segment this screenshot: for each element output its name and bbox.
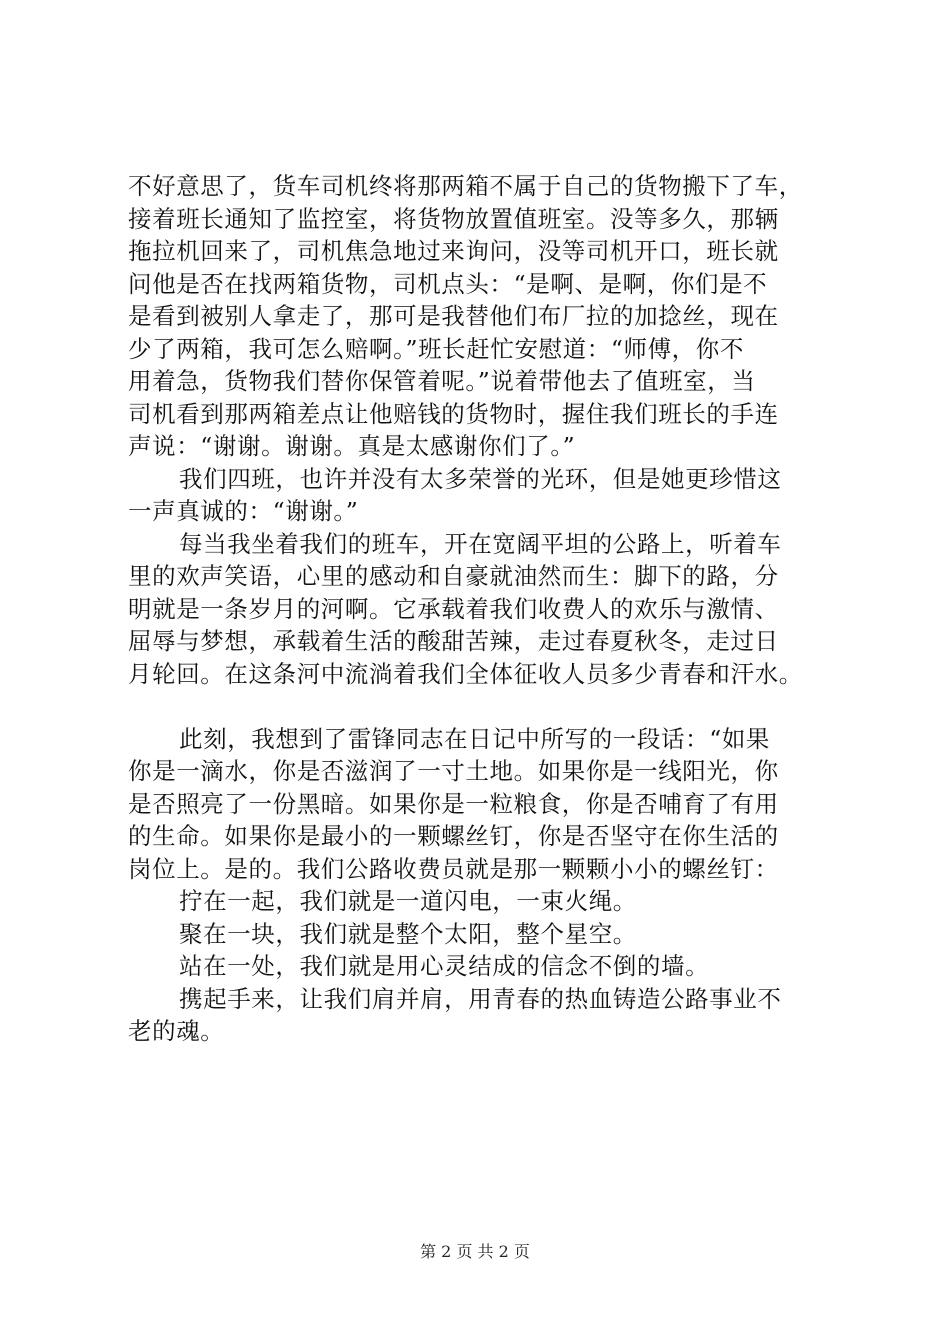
text-line: 你是一滴水，你是否滋润了一寸土地。如果你是一线阳光，你 — [128, 757, 779, 785]
text-line: 里的欢声笑语，心里的感动和自豪就油然而生：脚下的路，分 — [128, 562, 779, 590]
text-line: 用着急，货物我们替你保管着呢。”说着带他去了值班室，当 — [128, 367, 756, 395]
paragraph-start-line: 拧在一起，我们就是一道闪电，一束火绳。 — [179, 887, 637, 915]
text-line: 月轮回。在这条河中流淌着我们全体征收人员多少青春和汗水。 — [128, 659, 803, 688]
text-line: 老的魂。 — [128, 1017, 225, 1045]
body-text — [128, 170, 840, 1048]
text-line: 一声真诚的：“谢谢。” — [128, 497, 359, 525]
text-line: 岗位上。是的。我们公路收费员就是那一颗颗小小的螺丝钉： — [128, 854, 779, 883]
text-line: 问他是否在找两箱货物，司机点头：“是啊、是啊，你们是不 — [128, 269, 768, 298]
text-line: 是看到被别人拿走了，那可是我替他们布厂拉的加捻丝，现在 — [128, 302, 779, 330]
text-line: 接着班长通知了监控室，将货物放置值班室。没等多久，那辆 — [128, 204, 779, 233]
paragraph-start-line: 聚在一块，我们就是整个太阳，整个星空。 — [179, 919, 637, 948]
paragraph-start-line: 站在一处，我们就是用心灵结成的信念不倒的墙。 — [179, 952, 710, 980]
text-line: 的生命。如果你是最小的一颗螺丝钉，你是否坚守在你生活的 — [128, 822, 779, 850]
text-line: 拖拉机回来了，司机焦急地过来询问，没等司机开口，班长就 — [128, 237, 779, 265]
text-line: 声说：“谢谢。谢谢。真是太感谢你们了。” — [128, 432, 576, 460]
paragraph-gap — [128, 690, 840, 723]
paragraph-start-line: 我们四班，也许并没有太多荣誉的光环，但是她更珍惜这 — [179, 464, 782, 493]
page-footer: 第 2 页 共 2 页 — [420, 1242, 530, 1261]
text-line: 不好意思了，货车司机终将那两箱不属于自己的货物搬下了车， — [128, 172, 803, 200]
text-line: 司机看到那两箱差点让他赔钱的货物时，握住我们班长的手连 — [128, 399, 779, 428]
paragraph-start-line: 每当我坐着我们的班车，开在宽阔平坦的公路上，听着车 — [179, 529, 782, 558]
paragraph-start-line: 携起手来，让我们肩并肩，用青春的热血铸造公路事业不 — [179, 984, 782, 1013]
text-line: 少了两箱，我可怎么赔啊。”班长赶忙安慰道：“师傅，你不 — [128, 334, 744, 363]
text-line: 屈辱与梦想，承载着生活的酸甜苦辣，走过春夏秋冬，走过日 — [128, 627, 779, 655]
text-line: 是否照亮了一份黑暗。如果你是一粒粮食，你是否哺育了有用 — [128, 789, 779, 818]
paragraph-start-line: 此刻，我想到了雷锋同志在日记中所写的一段话：“如果 — [179, 724, 771, 753]
text-line: 明就是一条岁月的河啊。它承载着我们收费人的欢乐与激情、 — [128, 594, 779, 623]
